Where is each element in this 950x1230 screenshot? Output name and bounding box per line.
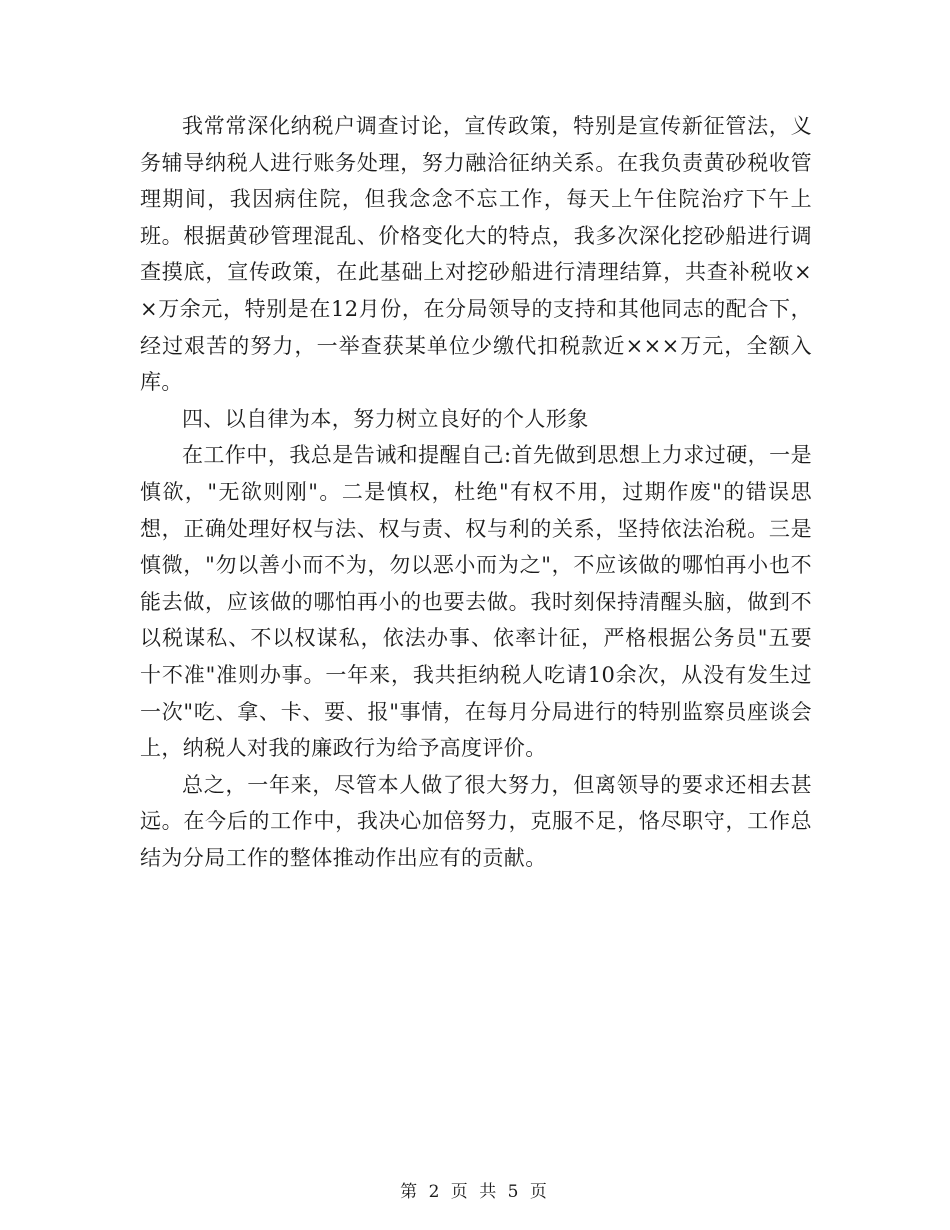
- paragraph-conclusion: 总之，一年来，尽管本人做了很大努力，但离领导的要求还相去甚远。在今后的工作中，我决心加倍努力，克服不足，恪尽职守，工作总结为分局工作的整体推动作出应有的贡献。: [140, 772, 812, 870]
- page-number-footer: 第 2 页 共 5 页: [400, 1182, 550, 1202]
- section-heading-self-discipline: 四、以自律为本，努力树立良好的个人形象: [182, 406, 589, 431]
- paragraph-tax-investigation: 我常常深化纳税户调查讨论，宣传政策，特别是宣传新征管法，义务辅导纳税人进行账务处理，努力融洽征纳关系。在我负责黄砂税收管理期间，我因病住院，但我念念不忘工作，每天上午住院治疗下午上班。根据黄砂管理混乱、价格变化大的特点，我多次深化挖砂船进行调查摸底，宣传政策，在此基础上对挖砂船进行清理结算，共查补税收××万余元，特别是在12月份，在分局领导的支持和其他同志的配合下，经过艰苦的努力，一举查获某单位少缴代扣税款近×××万元，全额入库。: [140, 114, 812, 395]
- paragraph-self-discipline: 在工作中，我总是告诫和提醒自己:首先做到思想上力求过硬，一是慎欲，"无欲则刚"。二是慎权，杜绝"有权不用，过期作废"的错误思想，正确处理好权与法、权与责、权与利的关系，坚持依法治税。三是慎微，"勿以善小而不为，勿以恶小而为之"，不应该做的哪怕再小也不能去做，应该做的哪怕再小的也要去做。我时刻保持清醒头脑，做到不以税谋私、不以权谋私，依法办事、依率计征，严格根据公务员"五要十不准"准则办事。一年来，我共拒纳税人吃请10余次，从没有发生过一次"吃、拿、卡、要、报"事情，在每月分局进行的特别监察员座谈会上，纳税人对我的廉政行为给予高度评价。: [140, 443, 812, 761]
- document-body: [140, 108, 812, 876]
